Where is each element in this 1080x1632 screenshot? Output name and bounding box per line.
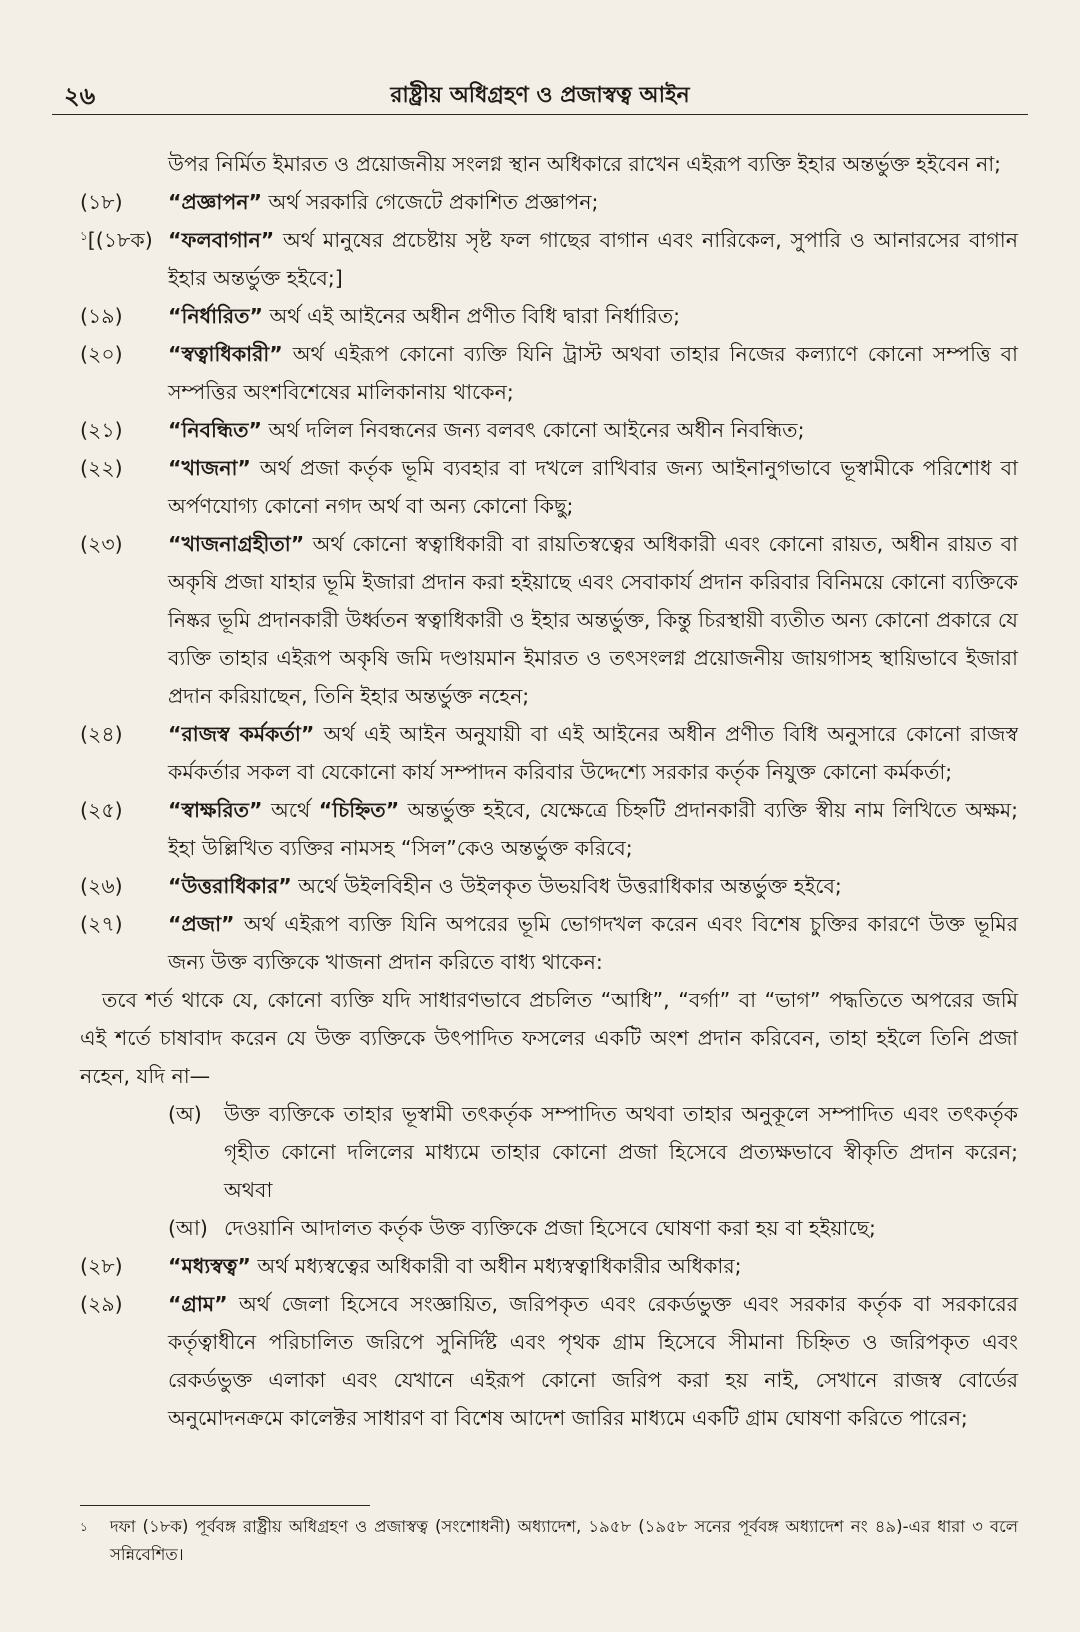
definition-body: অর্থ এই আইন অনুযায়ী বা এই আইনের অধীন প্রণীত বিধি অনুসারে কোনো রাজস্ব কর্মকর্তার সকল বা যেকোনো কার্য সম্পাদন করিবার উদ্দেশ্যে সরকার কর্তৃক নিযুক্ত কোনো কর্মকর্তা; [168,722,1019,784]
page-header [52,74,1028,115]
definition-25 [80,791,1018,867]
clause-text [168,791,1018,867]
footnote-text: দফা (১৮ক) পূর্ববঙ্গ রাষ্ট্রীয় অধিগ্রহণ ও প্রজাস্বত্ব (সংশোধনী) অধ্যাদেশ, ১৯৫৮ (১৯৫৮ সনের পূর্ববঙ্গ অধ্যাদেশ নং ৪৯)-এর ধারা ৩ বলে সন্নিবেশিত। [110,1517,1018,1564]
clause-text [168,221,1018,297]
clause-number: (২৪) [80,722,123,746]
defined-term: “স্বাক্ষরিত” [168,798,263,822]
clause-number: (২৬) [80,874,123,898]
defined-term: “খাজনাগ্রহীতা” [168,532,305,556]
clause-text [168,335,1018,411]
definition-body: অর্থ জেলা হিসেবে সংজ্ঞায়িত, জরিপকৃত এবং রেকর্ডভুক্ত এবং সরকার কর্তৃক বা সরকারের কর্তৃত্বাধীনে পরিচালিত জরিপে সুনির্দিষ্ট এবং পৃথক গ্রাম হিসেবে সীমানা চিহ্নিত ও জরিপকৃত এবং রেকর্ডভুক্ত এলাকা এবং যেখানে এইরূপ কোনো জরিপ করা হয় নাই, সেখানে রাজস্ব বোর্ডের অনুমোদনক্রমে কালেক্টর সাধারণ বা বিশেষ আদেশ জারির মাধ্যমে একটি গ্রাম ঘোষণা করিতে পারেন; [168,1292,1018,1430]
definition-20 [80,335,1018,411]
clause-number: (২৮) [80,1254,123,1278]
footnote-reference: ১ [80,229,88,243]
definition-27 [80,905,1018,981]
clause-text [168,411,1018,449]
defined-term: “ফলবাগান” [168,228,275,252]
defined-term: “নির্ধারিত” [168,304,264,328]
definition-18ka [80,221,1018,297]
clause-number [80,221,168,259]
defined-term: “উত্তরাধিকার” [168,874,292,898]
definition-body: অর্থ এইরূপ কোনো ব্যক্তি যিনি ট্রাস্ট অথবা তাহার নিজের কল্যাণে কোনো সম্পত্তি বা সম্পত্তির অংশবিশেষের মালিকানায় থাকেন; [168,342,1018,404]
definition-body: অর্থ সরকারি গেজেটে প্রকাশিত প্রজ্ঞাপন; [261,190,599,214]
defined-term: “রাজস্ব কর্মকর্তা” [168,722,315,746]
running-title: রাষ্ট্রীয় অধিগ্রহণ ও প্রজাস্বত্ব আইন [390,83,690,108]
defined-term-secondary: “চিহ্নিত” [318,798,400,822]
definition-body: অর্থে উইলবিহীন ও উইলকৃত উভয়বিধ উত্তরাধিকার অন্তর্ভুক্ত হইবে; [291,874,842,898]
proviso-text: তবে শর্ত থাকে যে, কোনো ব্যক্তি যদি সাধারণভাবে প্রচলিত “আধি”, “বর্গা” বা “ভাগ” পদ্ধতিতে অপরের জমি এই শর্তে চাষাবাদ করেন যে উক্ত ব্যক্তিকে উৎপাদিত ফসলের একটি অংশ প্রদান করিবেন, তাহা হইলে তিনি প্রজা নহেন, যদি না— [80,988,1018,1088]
clause-number: (২২) [80,456,123,480]
footnote-divider [80,1505,370,1506]
defined-term: “মধ্যস্বত্ব” [168,1254,251,1278]
definition-body: অর্থ কোনো স্বত্বাধিকারী বা রায়তিস্বত্বের অধিকারী এবং কোনো রায়ত, অধীন রায়ত বা অকৃষি প্রজা যাহার ভূমি ইজারা প্রদান করা হইয়াছে এবং সেবাকার্য প্রদান করিবার বিনিময়ে কোনো ব্যক্তিকে নিষ্কর ভূমি প্রদানকারী উর্ধ্বতন স্বত্বাধিকারী ও ইহার অন্তর্ভুক্ত, কিন্তু চিরস্থায়ী ব্যতীত অন্য কোনো প্রকারে যে ব্যক্তি তাহার এইরূপ অকৃষি জমি দণ্ডায়মান ইমারত ও তৎসংলগ্ন প্রয়োজনীয় জায়গাসহ স্থায়িভাবে ইজারা প্রদান করিয়াছেন, তিনি ইহার অন্তর্ভুক্ত নহেন; [168,532,1018,708]
sub-clause-a [80,1095,1018,1209]
clause-number: (২৯) [80,1292,123,1316]
clause-text [168,1285,1018,1437]
clause-number: (২৫) [80,798,123,822]
definition-connector: অর্থে [262,798,319,822]
clause-text [168,449,1018,525]
page-number: ২৬ [64,82,96,110]
clause-number: (১৯) [80,304,123,328]
sub-clause-number: (অ) [168,1102,202,1126]
defined-term: “নিবন্ধিত” [168,418,262,442]
definition-19 [80,297,1018,335]
clause-text [168,867,1018,905]
footnote-mark: ১ [80,1520,88,1534]
continuation-text: উপর নির্মিত ইমারত ও প্রয়োজনীয় সংলগ্ন স্থান অধিকারে রাখেন এইরূপ ব্যক্তি ইহার অন্তর্ভুক্ত হইবেন না; [168,152,1002,176]
clause-number: (২১) [80,418,123,442]
sub-clause-text: দেওয়ানি আদালত কর্তৃক উক্ত ব্যক্তিকে প্রজা হিসেবে ঘোষণা করা হয় বা হইয়াছে; [224,1216,876,1240]
clause-text [168,905,1018,981]
clause-text [168,525,1018,715]
clause-text [168,1247,1018,1285]
defined-term: “খাজনা” [168,456,251,480]
definition-body: অন্তর্ভুক্ত হইবে, যেক্ষেত্রে চিহ্নটি প্রদানকারী ব্যক্তি স্বীয় নাম লিখিতে অক্ষম; ইহা উল্লিখিত ব্যক্তির নামসহ “সিল”কেও অন্তর্ভুক্ত করিবে; [168,798,1018,860]
clause-text [168,297,1018,335]
definition-23 [80,525,1018,715]
definition-29 [80,1285,1018,1437]
definition-body: অর্থ দলিল নিবন্ধনের জন্য বলবৎ কোনো আইনের অধীন নিবন্ধিত; [261,418,805,442]
definition-body: অর্থ এই আইনের অধীন প্রণীত বিধি দ্বারা নির্ধারিত; [263,304,680,328]
defined-term: “প্রজা” [168,912,235,936]
definition-body: অর্থ মানুষের প্রচেষ্টায় সৃষ্ট ফল গাছের বাগান এবং নারিকেল, সুপারি ও আনারসের বাগান ইহার অন্তর্ভুক্ত হইবে;] [168,228,1018,290]
page-body [80,145,1018,1437]
definition-body: অর্থ এইরূপ ব্যক্তি যিনি অপরের ভূমি ভোগদখল করেন এবং বিশেষ চুক্তির কারণে উক্ত ভূমির জন্য উক্ত ব্যক্তিকে খাজনা প্রদান করিতে বাধ্য থাকেন: [168,912,1018,974]
clause-number: (২৭) [80,912,123,936]
clause-number: (২৩) [80,532,123,556]
footnote [80,1513,1018,1569]
definition-28 [80,1247,1018,1285]
sub-clause-aa [80,1209,1018,1247]
definition-21 [80,411,1018,449]
sub-clause-number: (আ) [168,1216,208,1240]
defined-term: “স্বত্বাধিকারী” [168,342,283,366]
sub-clause-text: উক্ত ব্যক্তিকে তাহার ভূস্বামী তৎকর্তৃক সম্পাদিত অথবা তাহার অনুকূলে সম্পাদিত এবং তৎকর্তৃক গৃহীত কোনো দলিলের মাধ্যমে তাহার কোনো প্রজা হিসেবে প্রত্যক্ষভাবে স্বীকৃতি প্রদান করেন; অথবা [224,1102,1018,1202]
definition-26 [80,867,1018,905]
clause-text [168,715,1018,791]
definition-18 [80,183,1018,221]
defined-term: “গ্রাম” [168,1292,228,1316]
clause-number: (২০) [80,342,123,366]
clause-number-text: [(১৮ক) [87,228,153,252]
definition-body: অর্থ মধ্যস্বত্বের অধিকারী বা অধীন মধ্যস্বত্বাধিকারীর অধিকার; [250,1254,742,1278]
definition-22 [80,449,1018,525]
clause-number: (১৮) [80,190,123,214]
definition-24 [80,715,1018,791]
defined-term: “প্রজ্ঞাপন” [168,190,262,214]
clause-text [168,183,1018,221]
definition-body: অর্থ প্রজা কর্তৃক ভূমি ব্যবহার বা দখলে রাখিবার জন্য আইনানুগভাবে ভূস্বামীকে পরিশোধ বা অর্পণযোগ্য কোনো নগদ অর্থ বা অন্য কোনো কিছু; [168,456,1018,518]
